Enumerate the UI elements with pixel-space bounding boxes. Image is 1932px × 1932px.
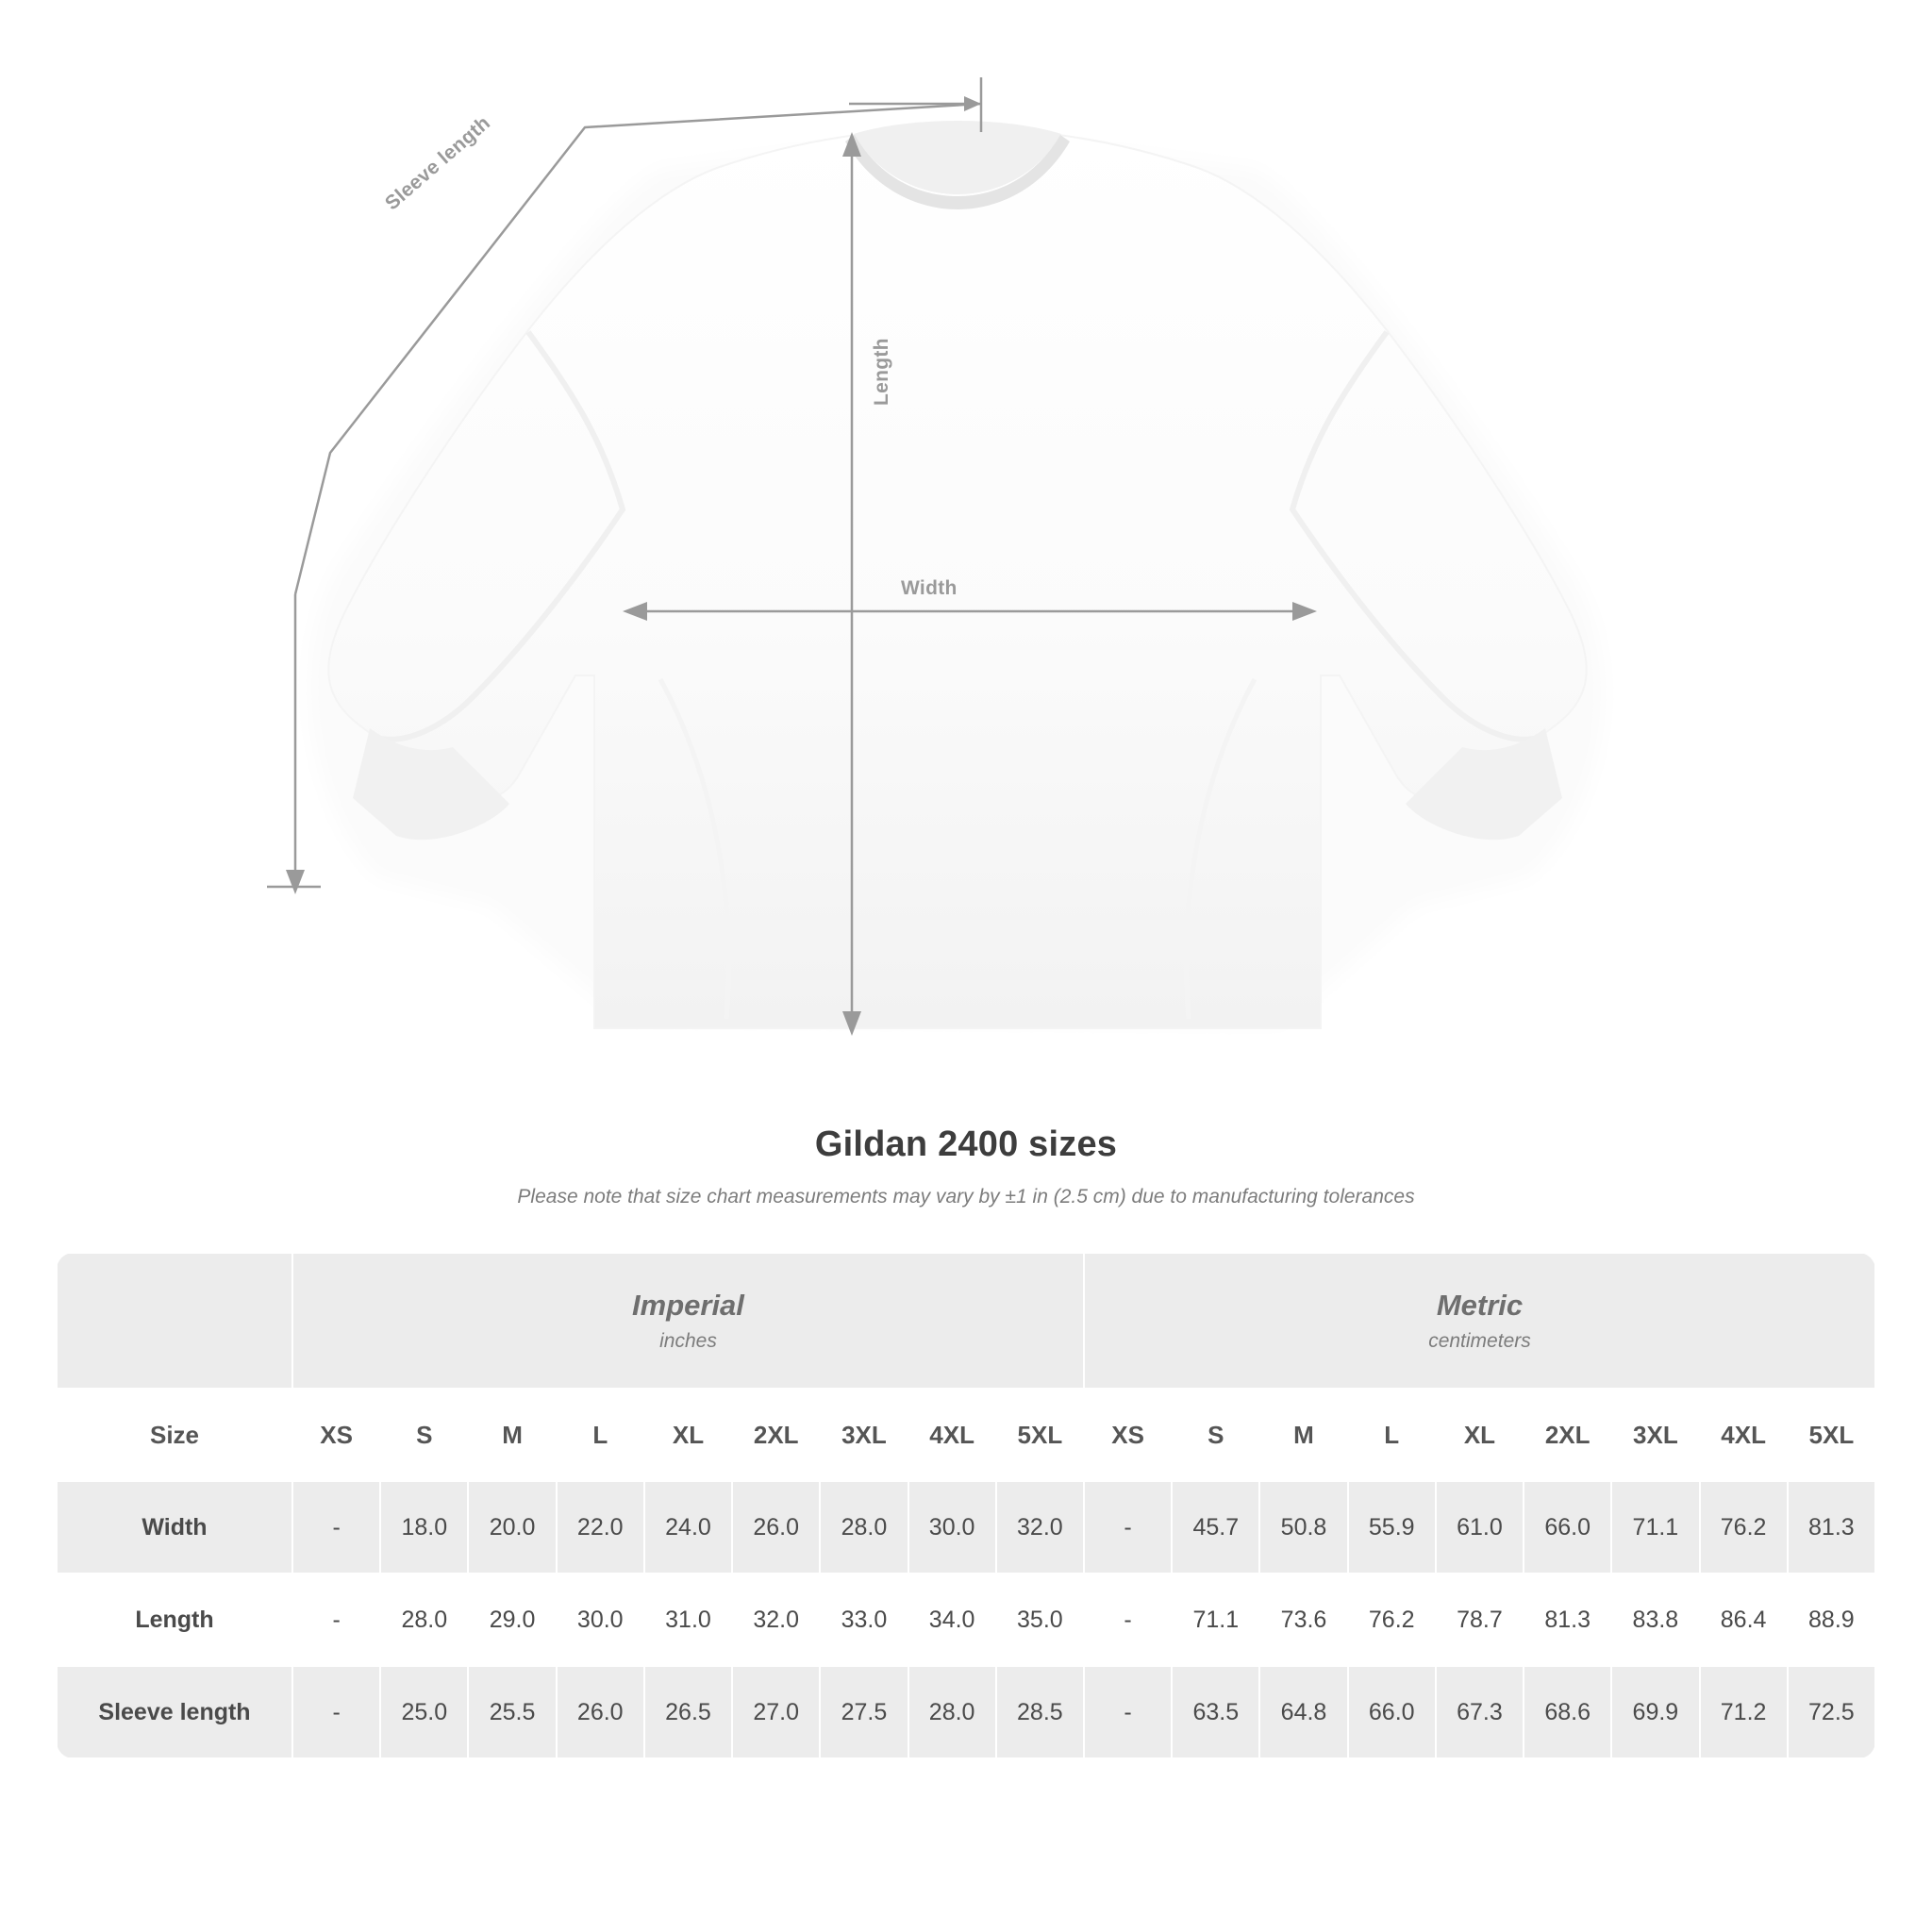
cell-length-imperial-l: 30.0 [557,1574,644,1666]
cell-length-imperial-xl: 31.0 [644,1574,732,1666]
size-col-metric-xl: XL [1436,1389,1524,1481]
cell-sleeve-imperial-5xl: 28.5 [996,1666,1084,1758]
size-col-metric-m: M [1259,1389,1347,1481]
size-col-imperial-4xl: 4XL [908,1389,996,1481]
cell-width-imperial-5xl: 32.0 [996,1481,1084,1574]
cell-length-metric-3xl: 83.8 [1611,1574,1699,1666]
unit-header-imperial [292,1253,1084,1389]
size-col-imperial-l: L [557,1389,644,1481]
size-table [56,1252,1876,1759]
size-col-imperial-3xl: 3XL [820,1389,908,1481]
size-col-imperial-m: M [468,1389,556,1481]
cell-width-imperial-4xl: 30.0 [908,1481,996,1574]
unit-name-metric: Metric [1436,1289,1524,1322]
page-subtitle: Please note that size chart measurements may vary by ±1 in (2.5 cm) due to manufacturing tolerances [517,1186,1415,1208]
cell-sleeve-metric-m: 64.8 [1259,1666,1347,1758]
cell-sleeve-metric-xl: 67.3 [1436,1666,1524,1758]
unit-header-metric [1084,1253,1875,1389]
cell-width-imperial-l: 22.0 [557,1481,644,1574]
length-dimension-label: Length [871,338,892,406]
cell-length-imperial-s: 28.0 [380,1574,468,1666]
cell-length-metric-5xl: 88.9 [1788,1574,1875,1666]
cell-sleeve-imperial-3xl: 27.5 [820,1666,908,1758]
cell-length-metric-xl: 78.7 [1436,1574,1524,1666]
table-row [57,1574,1875,1666]
size-col-imperial-5xl: 5XL [996,1389,1084,1481]
cell-sleeve-metric-l: 66.0 [1348,1666,1436,1758]
cell-width-imperial-xl: 24.0 [644,1481,732,1574]
size-header-row [57,1389,1875,1481]
corner-cell [57,1253,292,1389]
cell-length-imperial-4xl: 34.0 [908,1574,996,1666]
title-block [0,1124,1932,1208]
row-label-length: Length [57,1574,292,1666]
cell-sleeve-metric-s: 63.5 [1172,1666,1259,1758]
cell-sleeve-metric-2xl: 68.6 [1524,1666,1611,1758]
sleeve-length-dimension-label: Sleeve length [381,111,495,215]
unit-sub-metric: centimeters [1428,1330,1531,1352]
cell-width-metric-2xl: 66.0 [1524,1481,1611,1574]
cell-length-imperial-5xl: 35.0 [996,1574,1084,1666]
size-col-metric-s: S [1172,1389,1259,1481]
size-col-metric-5xl: 5XL [1788,1389,1875,1481]
size-col-metric-xs: XS [1084,1389,1172,1481]
size-table-wrapper [56,1252,1876,1759]
cell-width-imperial-m: 20.0 [468,1481,556,1574]
cell-sleeve-metric-5xl: 72.5 [1788,1666,1875,1758]
size-col-imperial-xl: XL [644,1389,732,1481]
unit-name-imperial: Imperial [632,1289,744,1322]
cell-width-imperial-2xl: 26.0 [732,1481,820,1574]
cell-width-imperial-xs: - [292,1481,380,1574]
table-row [57,1481,1875,1574]
unit-sub-imperial: inches [659,1330,717,1352]
cell-sleeve-imperial-4xl: 28.0 [908,1666,996,1758]
cell-length-metric-4xl: 86.4 [1700,1574,1788,1666]
cell-length-imperial-xs: - [292,1574,380,1666]
cell-sleeve-imperial-s: 25.0 [380,1666,468,1758]
cell-sleeve-imperial-l: 26.0 [557,1666,644,1758]
page-title: Gildan 2400 sizes [814,1124,1118,1164]
size-col-metric-2xl: 2XL [1524,1389,1611,1481]
cell-length-imperial-3xl: 33.0 [820,1574,908,1666]
cell-sleeve-metric-3xl: 69.9 [1611,1666,1699,1758]
size-col-imperial-xs: XS [292,1389,380,1481]
size-col-imperial-2xl: 2XL [732,1389,820,1481]
cell-width-metric-5xl: 81.3 [1788,1481,1875,1574]
cell-sleeve-imperial-m: 25.5 [468,1666,556,1758]
width-dimension-label: Width [901,577,958,599]
cell-width-metric-3xl: 71.1 [1611,1481,1699,1574]
cell-length-imperial-m: 29.0 [468,1574,556,1666]
size-col-metric-4xl: 4XL [1700,1389,1788,1481]
cell-sleeve-imperial-xs: - [292,1666,380,1758]
size-col-imperial-s: S [380,1389,468,1481]
cell-width-metric-xl: 61.0 [1436,1481,1524,1574]
cell-width-metric-l: 55.9 [1348,1481,1436,1574]
cell-length-metric-m: 73.6 [1259,1574,1347,1666]
unit-header-row [57,1253,1875,1389]
cell-width-metric-4xl: 76.2 [1700,1481,1788,1574]
cell-sleeve-metric-4xl: 71.2 [1700,1666,1788,1758]
size-header-label: Size [57,1389,292,1481]
cell-length-metric-l: 76.2 [1348,1574,1436,1666]
cell-length-imperial-2xl: 32.0 [732,1574,820,1666]
cell-width-imperial-3xl: 28.0 [820,1481,908,1574]
cell-length-metric-xs: - [1084,1574,1172,1666]
cell-length-metric-2xl: 81.3 [1524,1574,1611,1666]
cell-sleeve-imperial-2xl: 27.0 [732,1666,820,1758]
cell-width-metric-s: 45.7 [1172,1481,1259,1574]
cell-width-metric-xs: - [1084,1481,1172,1574]
cell-length-metric-s: 71.1 [1172,1574,1259,1666]
cell-sleeve-metric-xs: - [1084,1666,1172,1758]
row-label-sleeve-length: Sleeve length [57,1666,292,1758]
row-label-width: Width [57,1481,292,1574]
cell-sleeve-imperial-xl: 26.5 [644,1666,732,1758]
table-row [57,1666,1875,1758]
size-col-metric-3xl: 3XL [1611,1389,1699,1481]
cell-width-metric-m: 50.8 [1259,1481,1347,1574]
size-col-metric-l: L [1348,1389,1436,1481]
cell-width-imperial-s: 18.0 [380,1481,468,1574]
